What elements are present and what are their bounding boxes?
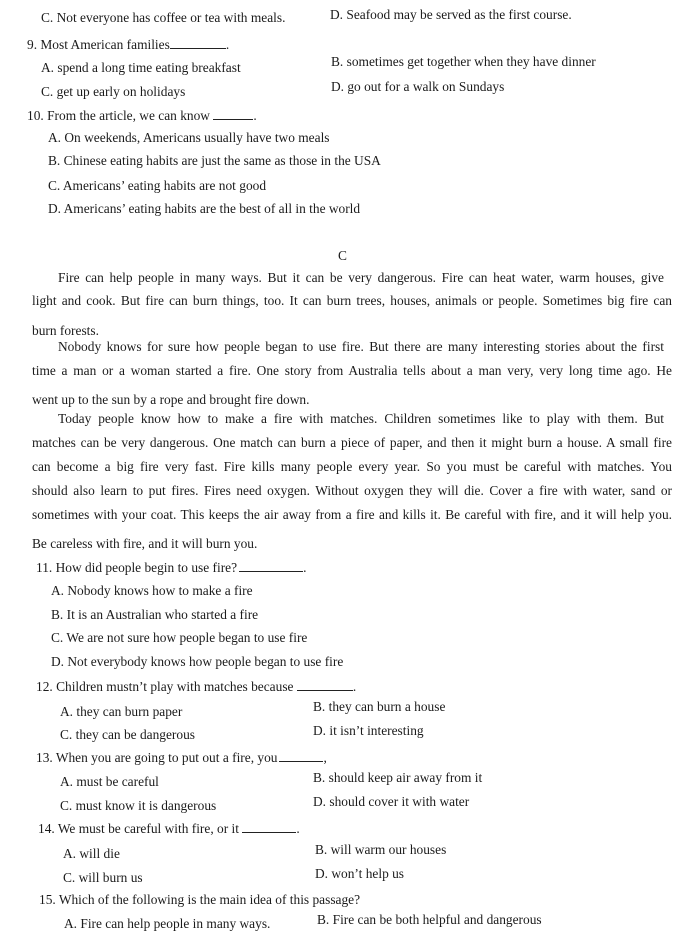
passage-line: Nobody knows for sure how people began to use fire. But there are many interesting stories about the first bbox=[58, 339, 664, 354]
q15-stem: 15. Which of the following is the main idea of this passage? bbox=[39, 892, 361, 907]
answer-blank[interactable] bbox=[279, 751, 323, 762]
q14-option-d: D. won’t help us bbox=[315, 866, 405, 881]
passage-line: went up to the sun by a rope and brought fire down. bbox=[32, 392, 310, 407]
q11-option-c: C. We are not sure how people began to use fire bbox=[51, 630, 308, 645]
q14-stem: 14. We must be careful with fire, or it . bbox=[38, 821, 300, 836]
q12-option-c: C. they can be dangerous bbox=[60, 727, 195, 742]
q13-stem: 13. When you are going to put out a fire, you , bbox=[36, 750, 327, 765]
q9-option-a: A. spend a long time eating breakfast bbox=[41, 60, 241, 75]
answer-blank[interactable] bbox=[297, 680, 353, 691]
passage-line: matches can be very dangerous. One match can burn a piece of paper, and then it might burn a house. A small fire bbox=[32, 435, 672, 450]
q13-option-c: C. must know it is dangerous bbox=[60, 798, 217, 813]
passage-line: sometimes with your coat. This keeps the air away from a fire and kills it. Be careful with fire, and it will help you. bbox=[32, 507, 672, 522]
q12-option-b: B. they can burn a house bbox=[313, 699, 446, 714]
q10-option-d: D. Americans’ eating habits are the best of all in the world bbox=[48, 201, 361, 216]
q9-option-b: B. sometimes get together when they have dinner bbox=[331, 54, 596, 69]
q10-option-c: C. Americans’ eating habits are not good bbox=[48, 178, 267, 193]
q10-stem: 10. From the article, we can know . bbox=[27, 108, 257, 123]
passage-line: time a man or a woman started a fire. One story from Australia tells about a man very, very long time ago. He bbox=[32, 363, 672, 378]
q11-stem: 11. How did people begin to use fire? . bbox=[36, 560, 307, 575]
q11-option-a: A. Nobody knows how to make a fire bbox=[51, 583, 253, 598]
q11-option-b: B. It is an Australian who started a fire bbox=[51, 607, 259, 622]
q8-option-c: C. Not everyone has coffee or tea with meals. bbox=[41, 10, 286, 25]
passage-line: can become a big fire very fast. Fire kills many people every year. So you must be careful with matches. You bbox=[32, 459, 672, 474]
q12-stem: 12. Children mustn’t play with matches because . bbox=[36, 679, 357, 694]
answer-blank[interactable] bbox=[213, 109, 253, 120]
q15-option-a: A. Fire can help people in many ways. bbox=[64, 916, 271, 931]
q10-option-b: B. Chinese eating habits are just the same as those in the USA bbox=[48, 153, 381, 168]
q14-option-b: B. will warm our houses bbox=[315, 842, 447, 857]
q9-option-d: D. go out for a walk on Sundays bbox=[331, 79, 505, 94]
q8-option-d: D. Seafood may be served as the first course. bbox=[330, 7, 572, 22]
passage-line: Fire can help people in many ways. But it can be very dangerous. Fire can heat water, warm houses, give bbox=[58, 270, 664, 285]
answer-blank[interactable] bbox=[170, 38, 226, 49]
passage-line: burn forests. bbox=[32, 323, 99, 338]
q9-stem: 9. Most American families . bbox=[27, 37, 230, 52]
q12-option-a: A. they can burn paper bbox=[60, 704, 183, 719]
q14-option-c: C. will burn us bbox=[63, 870, 143, 885]
q13-option-a: A. must be careful bbox=[60, 774, 159, 789]
q15-option-b: B. Fire can be both helpful and dangerous bbox=[317, 912, 542, 927]
q13-option-b: B. should keep air away from it bbox=[313, 770, 483, 785]
passage-line: light and cook. But fire can burn things, too. It can burn trees, houses, animals or people. Sometimes big fire can bbox=[32, 293, 672, 308]
q10-option-a: A. On weekends, Americans usually have two meals bbox=[48, 130, 330, 145]
answer-blank[interactable] bbox=[242, 822, 296, 833]
q13-option-d: D. should cover it with water bbox=[313, 794, 470, 809]
q9-option-c: C. get up early on holidays bbox=[41, 84, 186, 99]
section-heading: C bbox=[338, 248, 347, 263]
answer-blank[interactable] bbox=[239, 561, 303, 572]
passage-line: should also learn to put fires. Fires need oxygen. Without oxygen they will die. Cover a fire with water, sand or bbox=[32, 483, 672, 498]
passage-line: Be careless with fire, and it will burn you. bbox=[32, 536, 258, 551]
q12-option-d: D. it isn’t interesting bbox=[313, 723, 424, 738]
passage-line: Today people know how to make a fire with matches. Children sometimes like to play with them. But bbox=[58, 411, 664, 426]
q14-option-a: A. will die bbox=[63, 846, 120, 861]
q11-option-d: D. Not everybody knows how people began to use fire bbox=[51, 654, 344, 669]
